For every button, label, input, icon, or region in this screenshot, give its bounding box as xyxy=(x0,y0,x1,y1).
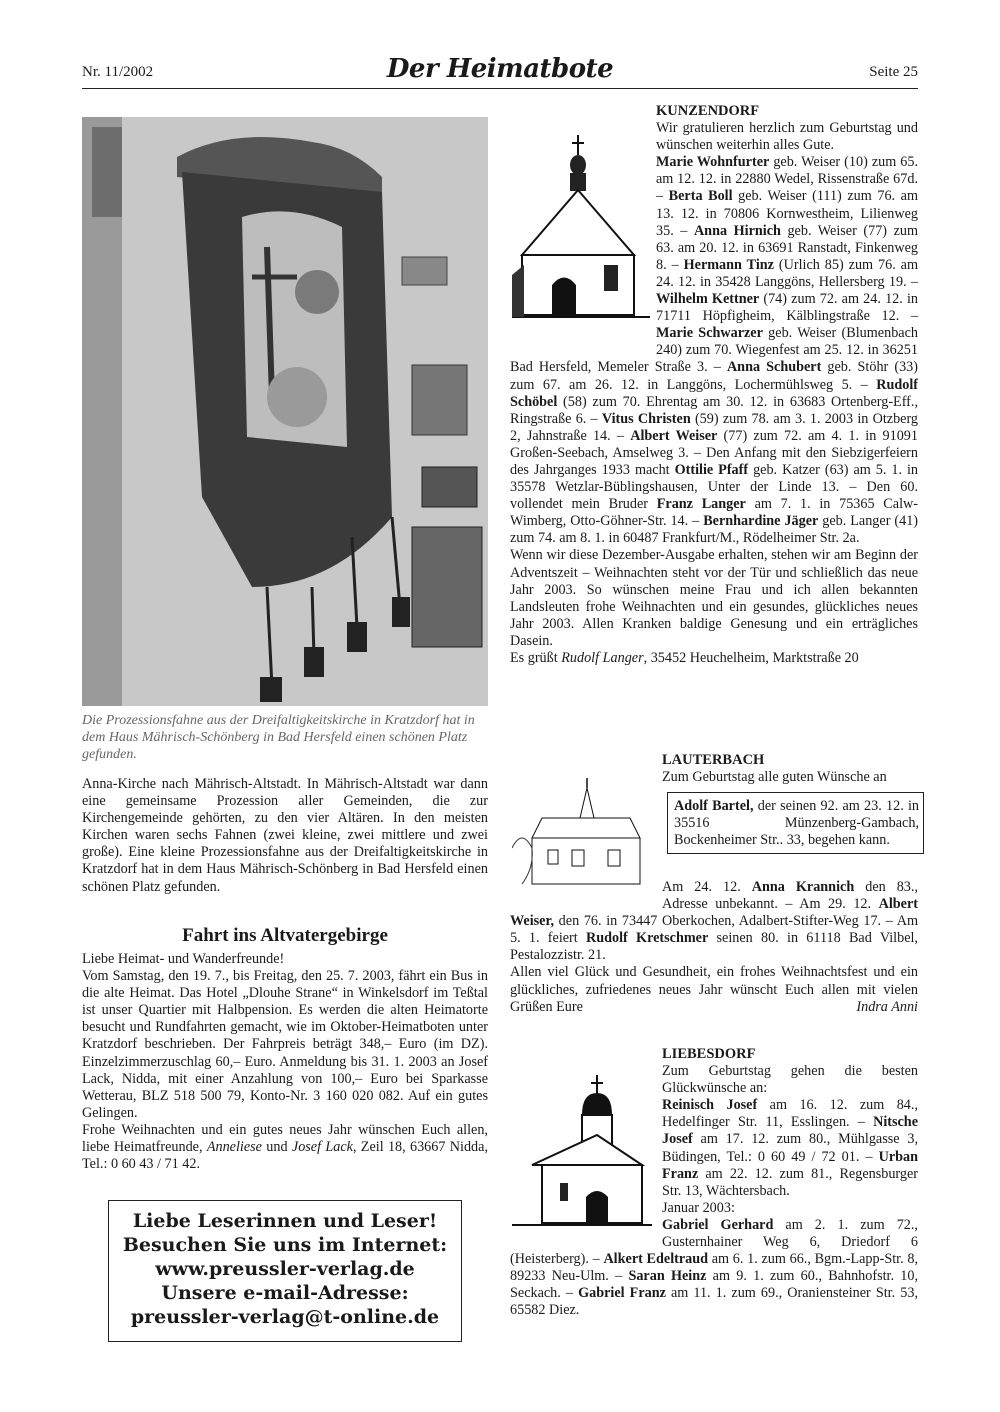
trip-closing: Frohe Weihnachten und ein gutes neues Jahr wünschen Euch allen, liebe Heimatfreunde, Anneliese und Josef Lack, Zeil 18, 63667 Nidda, Tel.: 0 60 43 / 71 42. xyxy=(82,1121,488,1173)
kunzendorf-birthdays: Marie Wohnfurter geb. Weiser (10) zum 65. am 12. 12. in 22880 Wedel, Rissenstraße 67d. – Berta Boll geb. Weiser (111) zum 76. am 13. 12. in 70806 Kornwestheim, Lilienweg 35. – Anna Hirnich geb. Weiser (77) zum 63. am 20. 12. in 63691 Ranstadt, Finkenweg 8. – Hermann Tinz (Urlich 85) zum 76. am 24. 12. in 35428 Langgöns, Hellersberg 19. – Wilhelm Kettner (74) zum 72. am 24. 12. in 71711 Höpfigheim, Kälblingstraße 12. – Marie Schwarzer geb. Weiser (Blumenbach 240) zum 70. Wiegenfest am 25. 12. in 36251 Bad Hersfeld, Memeler Straße 3. – Anna Schubert geb. Stöhr (33) zum 67. am 26. 12. in Langgöns, Lochermühlsweg 5. – Rudolf Schöbel (58) zum 70. Ehrentag am 30. 12. in 63683 Ortenberg-Eff., Ringstraße 6. – Vitus Christen (59) zum 78. am 3. 1. 2003 in Otzberg 2, Jahnstraße 14. – Albert Weiser (77) zum 72. am 4. 1. in 91091 Großen-Seebach, Amselweg 3. – Den Anfang mit den Siebzigerfeiern des Jahrganges 1933 macht Ottilie Pfaff geb. Katzer (63) am 5. 1. in 35578 Wetzlar-Büblingshausen, Unter der Linde 13. – Den 60. vollendet mein Bruder Franz Langer am 7. 1. in 75365 Calw-Wimberg, Otto-Göhner-Str. 14. – Bernhardine Jäger geb. Langer (41) zum 74. am 8. 1. in 60487 Frankfurt/M., Rödelheimer Str. 2a. xyxy=(510,154,919,547)
trip-body: Vom Samstag, den 19. 7., bis Freitag, den 25. 7. 2003, fährt ein Bus in die alte Heimat. Das Hotel „Dlouhe Strane“ in Winkelsdorf im Teßtal ist unser Quartier mit Halbpension. Es werden die alten Heimatorte besucht und Rundfahrten gemacht, wie im Oktober-Heimatboten unter Kratzdorf beschrieben. Der Fahrpreis beträgt 348,– Euro (im DZ). Einzelzimmerzuschlag 60,– Euro. Anmeldung bis 31. 1. 2003 an Josef Lack, Nidda, mit einer Anzahlung von 100,– Euro bei Sparkasse Wetterau, BLZ 518 500 79, Konto-Nr. 3 160 020 082. Auf ein gutes Gelingen. xyxy=(82,968,488,1121)
promo-email: preussler-verlag@t-online.de xyxy=(130,1306,440,1328)
kunzendorf-wish: Wenn wir diese Dezember-Ausgabe erhalten, stehen wir am Beginn der Adventszeit – Weihnachten steht vor der Tür und schließlich das neue Jahr 2003. So wünschen meine Frau und ich allen bekannten Landsleuten frohe Weihnachten und ein gesundes, glückliches neues Jahr 2003. Allen Kranken baldige Genesung und ein erträgliches Dasein. xyxy=(510,547,918,649)
signer-indra-anni: Indra Anni xyxy=(856,998,918,1015)
liebesdorf-title: LIEBESDORF xyxy=(662,1046,756,1062)
promo-website: www.preussler-verlag.de xyxy=(155,1258,415,1280)
trip-greeting: Liebe Heimat- und Wanderfreunde! xyxy=(82,951,285,967)
lauterbach-intro: Zum Geburtstag alle guten Wünsche an xyxy=(662,769,887,786)
lauterbach-church-icon xyxy=(512,778,652,886)
liebesdorf-january: Januar 2003: xyxy=(662,1199,735,1216)
masthead-logo: Der Heimatbote xyxy=(386,54,614,84)
processional-banner-photo xyxy=(82,117,488,706)
promo-line-1: Liebe Leserinnen und Leser! xyxy=(132,1210,438,1232)
signer-rudolf-langer: Rudolf Langer xyxy=(561,650,644,666)
left-article xyxy=(82,776,488,896)
lauterbach-title: LAUTERBACH xyxy=(662,752,765,768)
internet-promo-box xyxy=(108,1200,462,1342)
lauterbach-section xyxy=(510,752,918,786)
signer-josef-lack: Josef Lack xyxy=(291,1139,353,1156)
page-number: Seite 25 xyxy=(869,64,918,80)
header-rule xyxy=(82,88,918,89)
kunzendorf-greeting: Es grüßt Rudolf Langer, 35452 Heuchelheim, Marktstraße 20 xyxy=(510,650,859,666)
liebesdorf-intro: Zum Geburtstag gehen die besten Glückwünsche an: xyxy=(662,1063,918,1097)
kunzendorf-intro: Wir gratulieren herzlich zum Geburtstag und wünschen weiterhin alles Gute. xyxy=(656,120,918,154)
trip-article xyxy=(82,951,488,1173)
lauterbach-wish: Allen viel Glück und Gesundheit, ein frohes Weihnachtsfest und ein glückliches, zufriedenes neues Jahr wünscht Euch allen mit vielen Grüßen Eure Indra Anni xyxy=(510,964,918,1015)
promo-line-2: Besuchen Sie uns im Internet: xyxy=(122,1234,448,1256)
kunzendorf-section xyxy=(510,103,918,667)
issue-number: Nr. 11/2002 xyxy=(82,64,154,80)
kunzendorf-title: KUNZENDORF xyxy=(656,103,760,119)
promo-line-4: Unsere e-mail-Adresse: xyxy=(161,1282,409,1304)
left-article-text: Anna-Kirche nach Mährisch-Altstadt. In Mährisch-Altstadt war dann eine gemeinsame Prozession aller Gemeinden, die zur Kirchengemeinde gehörten, zu den vier Altären. In den meisten Kirchen waren sechs Fahnen (zwei kleine, zwei mittlere und zwei große). Eine kleine Prozessionsfahne aus der Dreifaltigkeitskirche in Kratzdorf hat in dem Haus Mährisch-Schönberg in Bad Hersfeld einen schönen Platz gefunden. xyxy=(82,776,488,895)
lauterbach-birthdays: Am 24. 12. Anna Krannich den 83., Adresse unbekannt. – Am 29. 12. Albert Weiser, den 76. in 73447 Oberkochen, Adalbert-Stifter-Weg 17. – Am 5. 1. feiert Rudolf Kretschmer seinen 80. in 61118 Bad Vilbel, Pestalozzistr. 21. xyxy=(510,879,918,964)
liebesdorf-birthdays: Reinisch Josef am 16. 12. zum 84., Hedelfinger Str. 11, Esslingen. – Nitsche Josef am 17. 12. zum 80., Mühlgasse 3, Büdingen, Tel.: 0 60 49 / 72 01. – Urban Franz am 22. 12. zum 81., Regensburger Str. 13, Wächtersbach. Januar 2003: Gabriel Gerhard am 2. 1. zum 72., Gusternhainer Weg 6, Driedorf 6 (Heisterberg). – Alkert Edeltraud am 6. 1. zum 66., Bgm.-Lapp-Str. 8, 89233 Neu-Ulm. – Saran Heinz am 9. 1. zum 60., Bahnhofstr. 10, Seckach. – Gabriel Franz am 11. 1. zum 69., Oraniensteiner Str. 53, 65582 Diez. xyxy=(510,1097,918,1319)
lauterbach-highlight-box: Adolf Bartel, der seinen 92. am 23. 12. in 35516 Münzenberg-Gambach, Bockenheimer Str.. 33, begehen kann. xyxy=(667,792,924,854)
banner-illustration xyxy=(82,117,488,706)
photo-caption: Die Prozessionsfahne aus der Dreifaltigkeitskirche in Kratzdorf hat in dem Haus Mährisch-Schönberg in Bad Hersfeld einen schönen Platz gefunden. xyxy=(82,713,475,762)
trip-title: Fahrt ins Altvatergebirge xyxy=(182,925,388,946)
liebesdorf-section xyxy=(510,1046,918,1320)
signer-anneliese: Anneliese xyxy=(206,1139,262,1156)
lauterbach-more xyxy=(510,879,918,1016)
